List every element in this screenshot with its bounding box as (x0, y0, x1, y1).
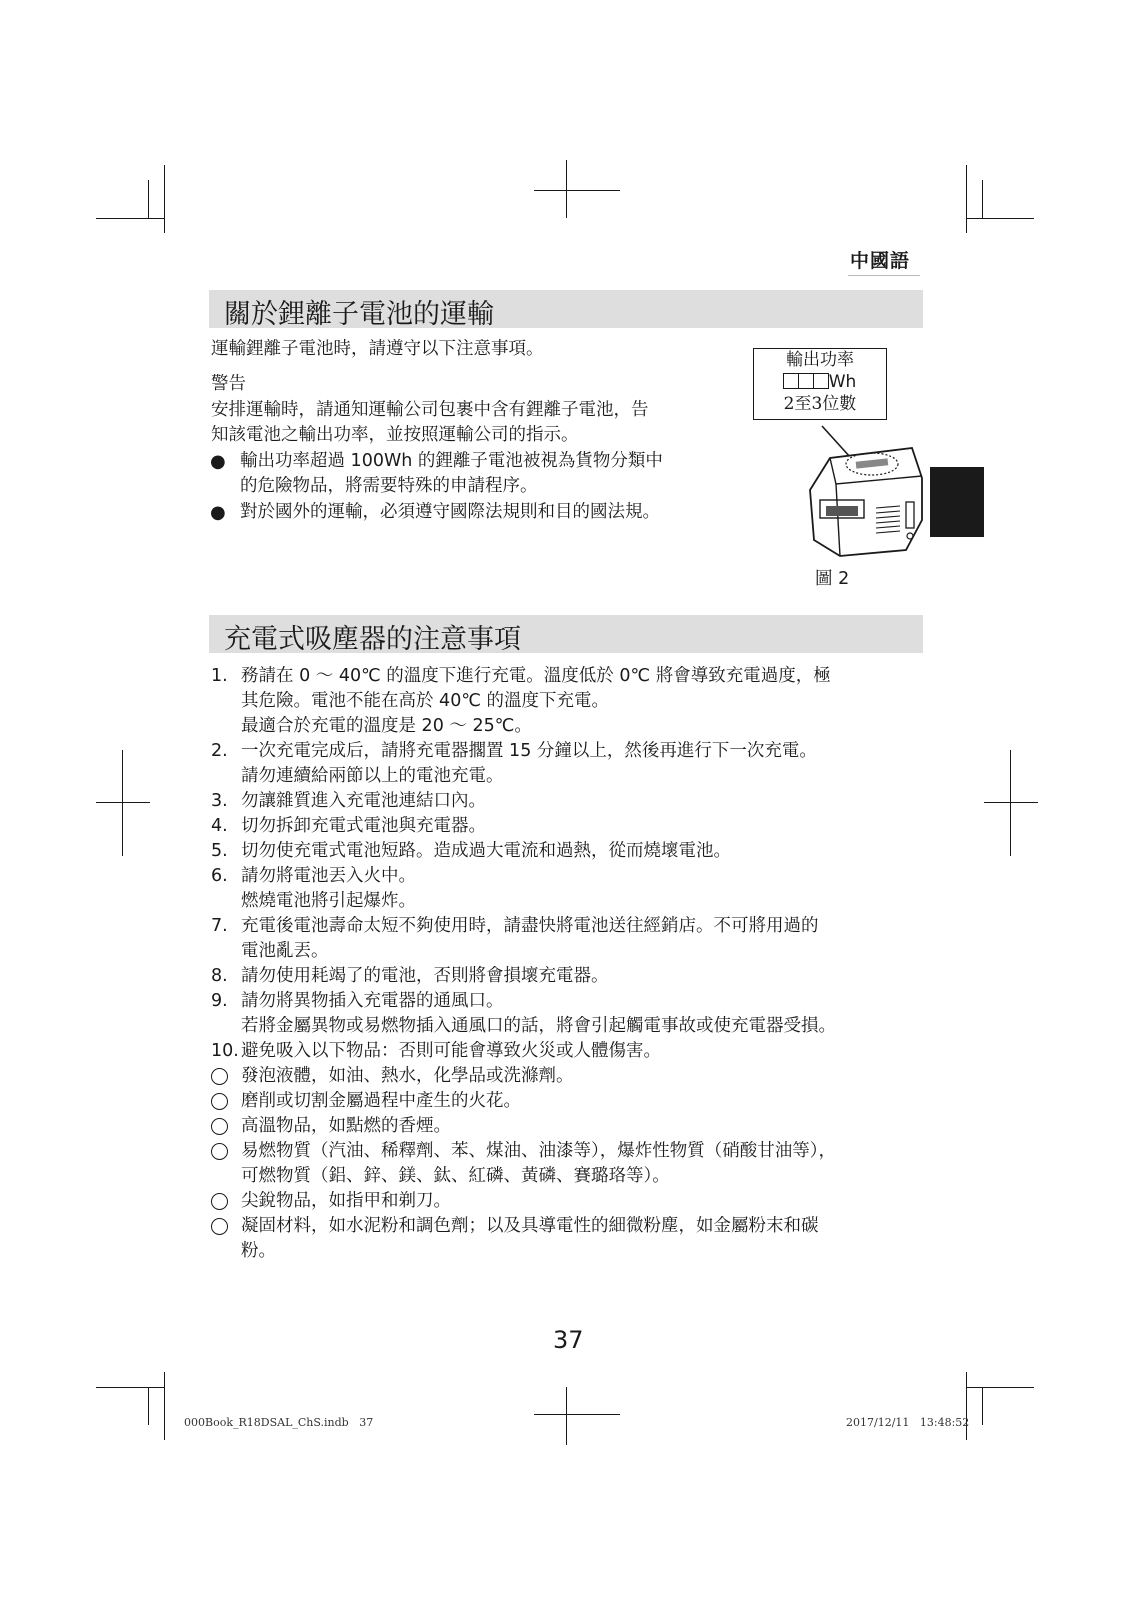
list-item-text: 若將金屬異物或易燃物插入通風口的話，將會引起觸電事故或使充電器受損。 (241, 1016, 836, 1036)
crop-mark (984, 802, 1038, 803)
list-number: 8. (211, 966, 228, 986)
transport-intro: 運輸鋰離子電池時，請遵守以下注意事項。 (211, 339, 544, 359)
output-power-label-box (753, 348, 887, 420)
list-item-text: 務請在 0 ～ 40℃ 的溫度下進行充電。溫度低於 0℃ 將會導致充電過度，極 (241, 666, 831, 686)
bullet-text: 的危險物品，將需要特殊的申請程序。 (240, 476, 538, 496)
section-tab (930, 467, 984, 537)
circle-bullet (211, 1093, 228, 1110)
language-label: 中國語 (850, 250, 911, 272)
warning-text-line: 安排運輸時，請通知運輸公司包裹中含有鋰離子電池，告 (211, 400, 649, 420)
warning-text-line: 知該電池之輸出功率，並按照運輸公司的指示。 (211, 425, 579, 445)
list-item-text: 請勿將電池丟入火中。 (241, 866, 416, 886)
sub-item-text: 發泡液體，如油、熱水，化學品或洗滌劑。 (241, 1066, 574, 1086)
crop-mark (164, 165, 165, 233)
figure-caption: 圖 2 (815, 569, 850, 589)
crop-mark (982, 1387, 983, 1425)
list-item-text: 勿讓雜質進入充電池連結口內。 (241, 791, 486, 811)
list-number: 5. (211, 841, 228, 861)
crop-mark (96, 1387, 164, 1388)
list-number: 1. (211, 666, 228, 686)
crop-mark (982, 180, 983, 218)
sub-item-text: 粉。 (241, 1241, 276, 1261)
digit-box (783, 373, 799, 389)
list-number: 2. (211, 741, 228, 761)
battery-illustration (800, 420, 930, 570)
crop-mark (966, 1372, 967, 1440)
crop-mark (534, 190, 620, 191)
list-number: 3. (211, 791, 228, 811)
list-item-text: 最適合於充電的溫度是 20 ～ 25℃。 (241, 716, 532, 736)
list-number: 6. (211, 866, 228, 886)
list-item-text: 避免吸入以下物品：否則可能會導致火災或人體傷害。 (241, 1041, 661, 1061)
section-title-transport: 關於鋰離子電池的運輸 (224, 299, 494, 330)
crop-mark (96, 802, 150, 803)
list-item-text: 切勿使充電式電池短路。造成過大電流和過熱，從而燒壞電池。 (241, 841, 731, 861)
list-item-text: 一次充電完成后，請將充電器擱置 15 分鐘以上，然後再進行下一次充電。 (241, 741, 817, 761)
sub-item-text: 高溫物品，如點燃的香煙。 (241, 1116, 451, 1136)
digit-box (798, 373, 814, 389)
label-line-wh (754, 371, 886, 393)
label-unit: Wh (828, 372, 857, 392)
crop-mark (148, 1387, 149, 1425)
crop-mark (566, 160, 567, 218)
section-title-charger: 充電式吸塵器的注意事項 (224, 624, 521, 655)
crop-mark (96, 218, 164, 219)
crop-mark (1010, 750, 1011, 856)
crop-mark (164, 1372, 165, 1440)
bullet-text: 輸出功率超過 100Wh 的鋰離子電池被視為貨物分類中 (240, 451, 663, 471)
circle-bullet (211, 1193, 228, 1210)
list-item-text: 其危險。電池不能在高於 40℃ 的溫度下充電。 (241, 691, 610, 711)
list-item-text: 電池亂丟。 (241, 941, 329, 961)
circle-bullet (211, 1143, 228, 1160)
sub-item-text: 易燃物質（汽油、稀釋劑、苯、煤油、油漆等），爆炸性物質（硝酸甘油等）， (241, 1141, 836, 1161)
list-item-text: 請勿連續給兩節以上的電池充電。 (241, 766, 504, 786)
circle-bullet (211, 1118, 228, 1135)
list-number: 9. (211, 991, 228, 1011)
list-number: 4. (211, 816, 228, 836)
label-line-output: 輸出功率 (786, 350, 854, 370)
list-item-text: 請勿將異物插入充電器的通風口。 (241, 991, 504, 1011)
page-number: 37 (553, 1326, 584, 1354)
list-item-text: 燃燒電池將引起爆炸。 (241, 891, 416, 911)
digit-box (813, 373, 829, 389)
crop-mark (122, 750, 123, 856)
language-underline (848, 275, 920, 276)
crop-mark (566, 1387, 567, 1445)
crop-mark (148, 180, 149, 218)
sub-item-text: 凝固材料，如水泥粉和調色劑；以及具導電性的細微粉塵，如金屬粉末和碳 (241, 1216, 819, 1236)
bullet-dot: ● (210, 451, 226, 472)
list-item-text: 充電後電池壽命太短不夠使用時，請盡快將電池送往經銷店。不可將用過的 (241, 916, 819, 936)
list-number: 10. (211, 1041, 239, 1061)
bullet-dot: ● (210, 502, 226, 523)
warning-label: 警告 (211, 374, 246, 394)
footer-file-name: 000Book_R18DSAL_ChS.indb 37 (184, 1416, 374, 1429)
crop-mark (534, 1414, 620, 1415)
sub-item-text: 磨削或切割金屬過程中產生的火花。 (241, 1091, 521, 1111)
crop-mark (966, 165, 967, 233)
footer-timestamp: 2017/12/11 13:48:52 (846, 1416, 970, 1429)
sub-item-text: 可燃物質（鋁、鋅、鎂、鈦、紅磷、黃磷、賽璐珞等）。 (241, 1166, 670, 1186)
circle-bullet (211, 1218, 228, 1235)
bullet-text: 對於國外的運輸，必須遵守國際法規則和目的國法規。 (240, 502, 660, 522)
list-item-text: 請勿使用耗竭了的電池，否則將會損壞充電器。 (241, 966, 609, 986)
circle-bullet (211, 1068, 228, 1085)
crop-mark (966, 218, 1034, 219)
label-line-digits: 2至3位數 (783, 394, 857, 414)
list-number: 7. (211, 916, 228, 936)
crop-mark (966, 1387, 1034, 1388)
sub-item-text: 尖銳物品，如指甲和剃刀。 (241, 1191, 451, 1211)
list-item-text: 切勿拆卸充電式電池與充電器。 (241, 816, 486, 836)
